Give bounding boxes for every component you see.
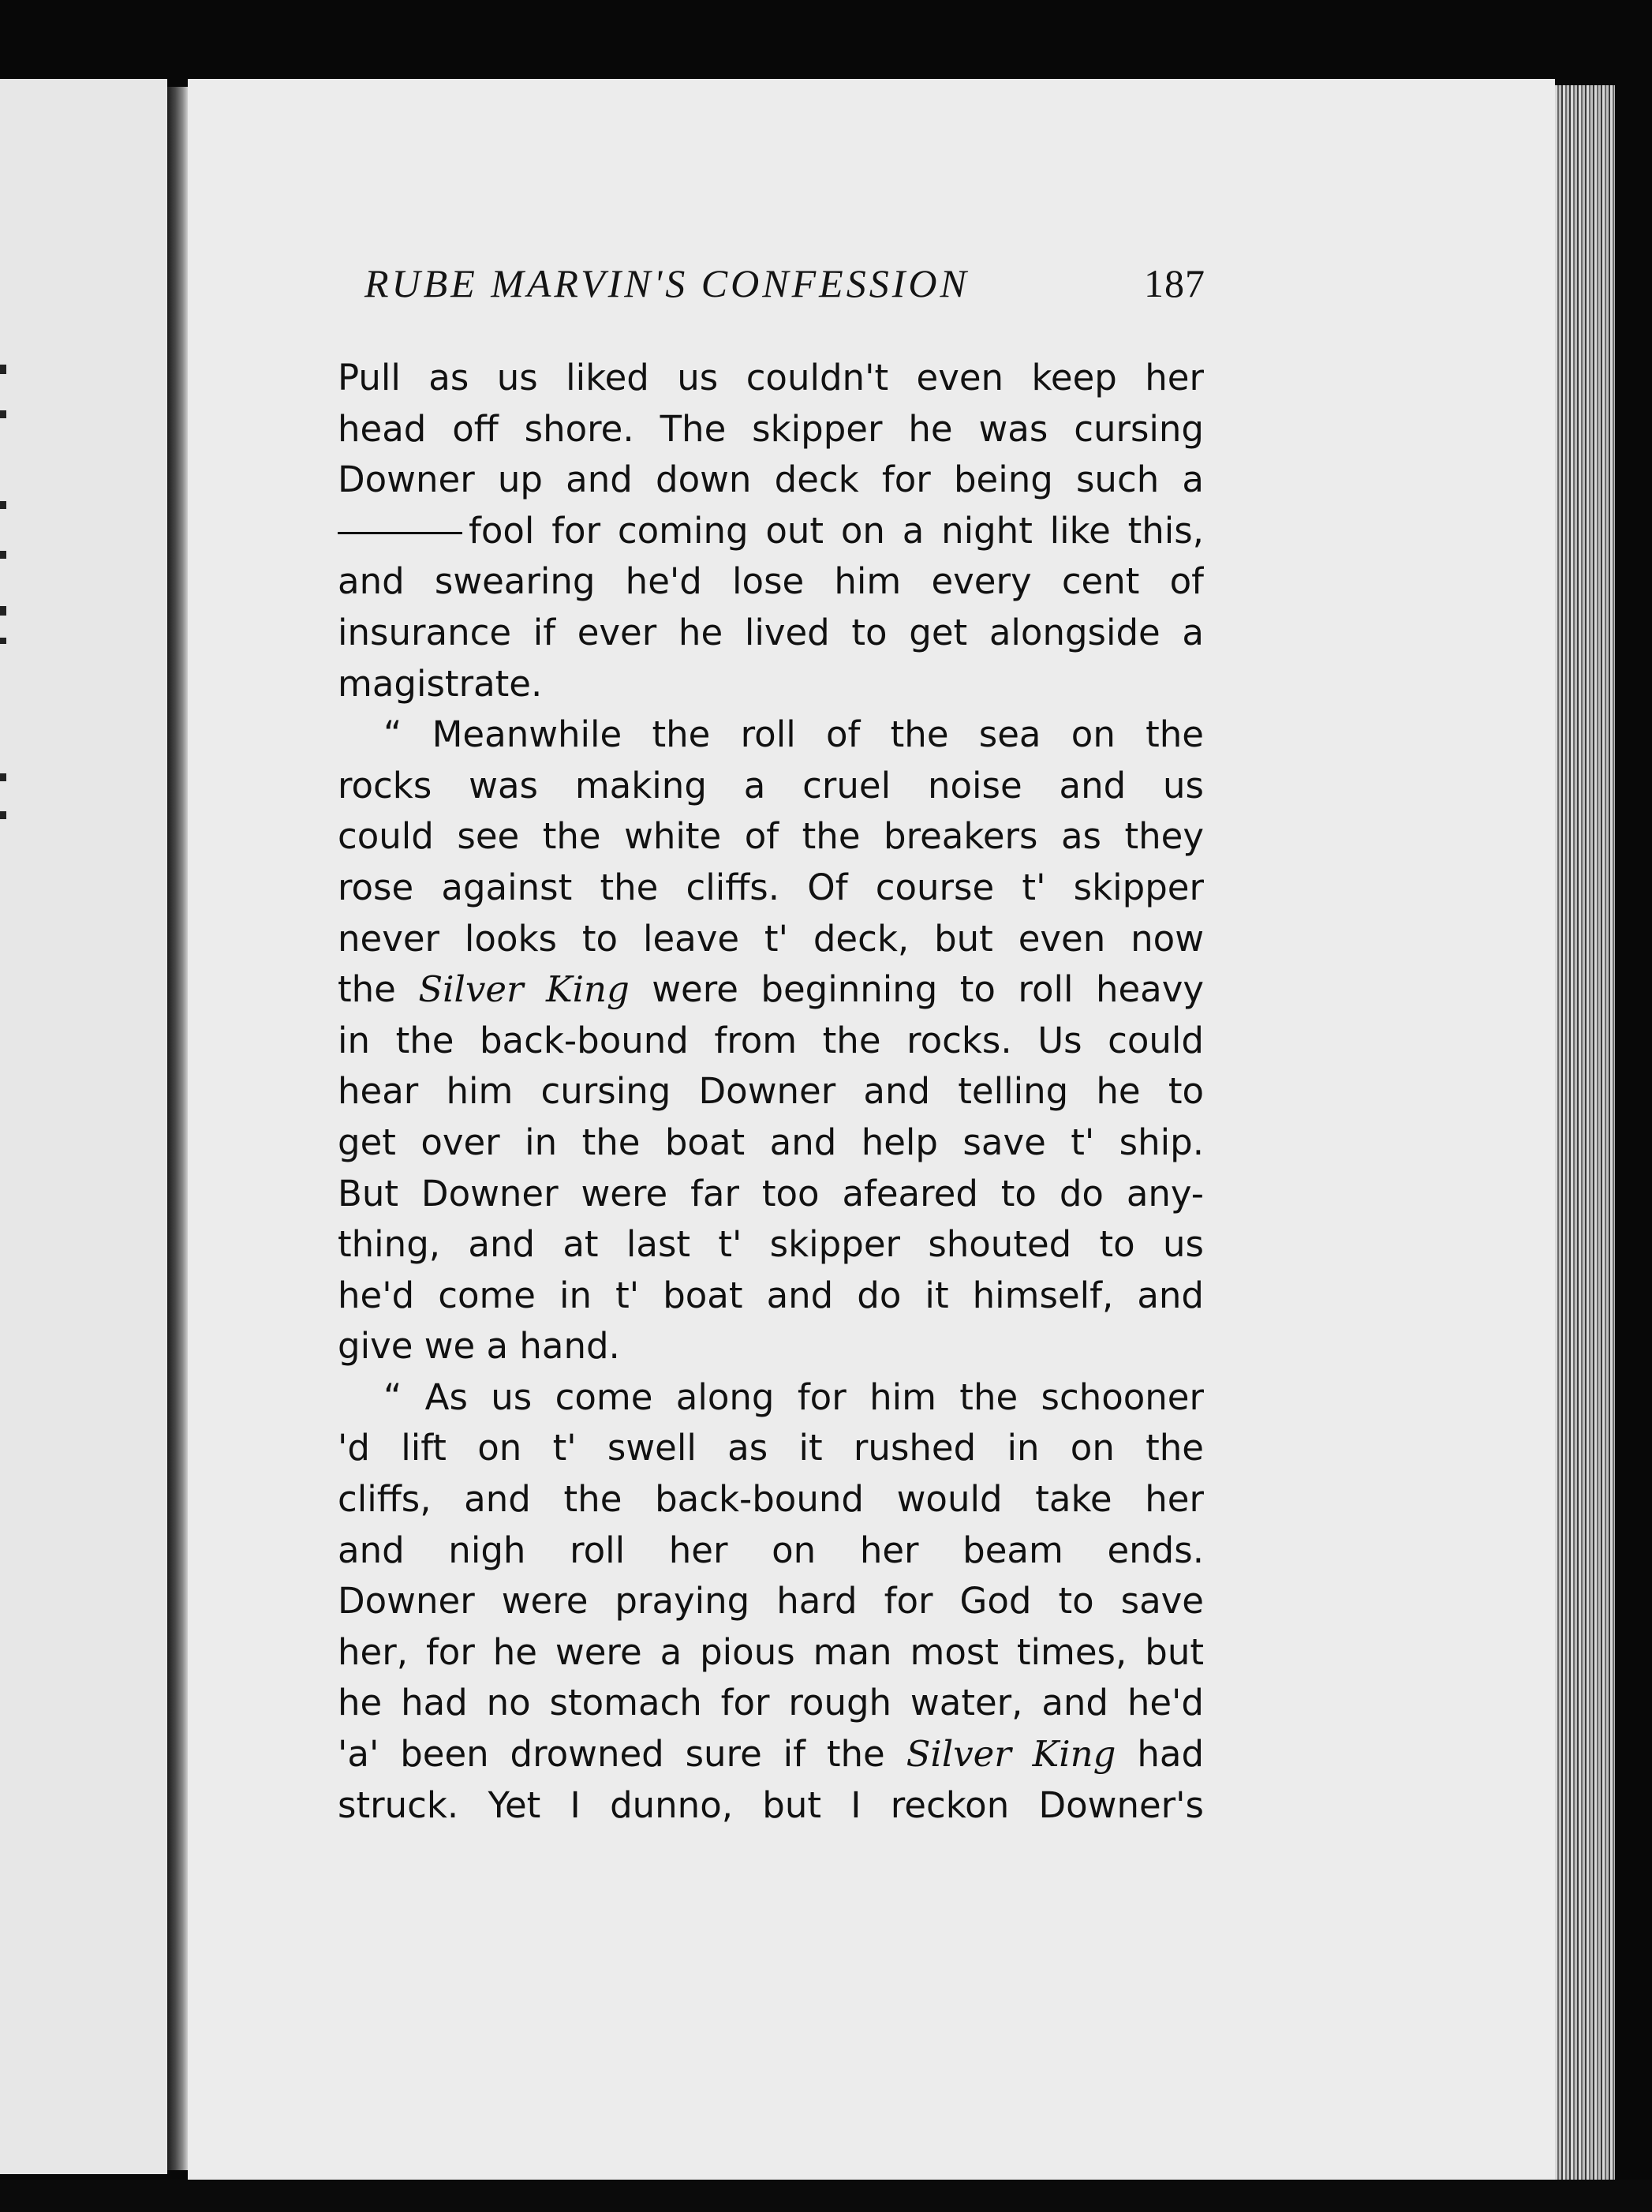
text-fragment: fool for coming out on a night like this, (469, 509, 1204, 552)
text-line: “ As us come along for him the schooner (383, 1375, 1204, 1418)
text-line: But Downer were far too afeared to do any- (338, 1172, 1204, 1215)
text-fragment: had (1137, 1733, 1204, 1776)
ship-name-italic: Silver King (906, 1733, 1116, 1776)
text-line: give we a hand. (338, 1325, 620, 1368)
running-head (364, 260, 1205, 316)
page-stack-edges (1555, 85, 1615, 2184)
text-line: struck. Yet I dunno, but I reckon Downer's (338, 1783, 1204, 1826)
text-line: her, for he were a pious man most times, but (338, 1630, 1204, 1673)
text-line: he had no stomach for rough water, and he'd (338, 1682, 1204, 1724)
facing-page-mark (0, 811, 6, 819)
text-line: and swearing he'd lose him every cent of (338, 560, 1204, 603)
text-line: Downer up and down deck for being such a (338, 458, 1204, 501)
text-line: get over in the boat and help save t' ship. (338, 1121, 1204, 1163)
text-fragment: were beginning to roll heavy (652, 968, 1204, 1011)
text-fragment: 'a' been drowned sure if the (338, 1733, 885, 1776)
facing-page-mark (0, 606, 6, 616)
facing-page-edge (0, 79, 167, 2174)
text-line (338, 964, 1204, 1016)
text-fragment: the (338, 968, 396, 1011)
text-line: rocks was making a cruel noise and us (338, 764, 1204, 807)
text-line: rose against the cliffs. Of course t' skipper (338, 866, 1204, 908)
em-dash-rule (338, 532, 462, 534)
text-line: “ Meanwhile the roll of the sea on the (383, 713, 1204, 756)
text-line: magistrate. (338, 662, 543, 705)
text-line: in the back-bound from the rocks. Us could (338, 1019, 1204, 1061)
facing-page-mark (0, 638, 6, 644)
facing-page-mark (0, 365, 6, 374)
text-line: Pull as us liked us couldn't even keep her (338, 357, 1204, 399)
text-line: could see the white of the breakers as they (338, 815, 1204, 858)
text-line: head off shore. The skipper he was cursing (338, 407, 1204, 450)
text-line: cliffs, and the back-bound would take her (338, 1478, 1204, 1521)
text-line: hear him cursing Downer and telling he to (338, 1070, 1204, 1113)
text-line (338, 506, 1204, 557)
text-line: he'd come in t' boat and do it himself, and (338, 1274, 1204, 1316)
page-number: 187 (1144, 261, 1205, 305)
text-line: thing, and at last t' skipper shouted to us (338, 1223, 1204, 1266)
text-line: Downer were praying hard for God to save (338, 1580, 1204, 1623)
scan-bottom-margin (0, 2180, 1652, 2212)
text-line (338, 1729, 1204, 1780)
facing-page-mark (0, 773, 6, 781)
text-line: 'd lift on t' swell as it rushed in on the (338, 1427, 1204, 1469)
facing-page-mark (0, 501, 6, 509)
body-text (338, 353, 1204, 1831)
running-head-title: RUBE MARVIN'S CONFESSION (364, 261, 970, 305)
text-line: and nigh roll her on her beam ends. (338, 1529, 1204, 1571)
facing-page-mark (0, 410, 6, 418)
text-line: never looks to leave t' deck, but even now (338, 917, 1204, 960)
text-line: insurance if ever he lived to get alongside a (338, 611, 1204, 653)
ship-name-italic: Silver King (418, 968, 630, 1011)
book-gutter (167, 87, 188, 2170)
facing-page-mark (0, 551, 6, 559)
